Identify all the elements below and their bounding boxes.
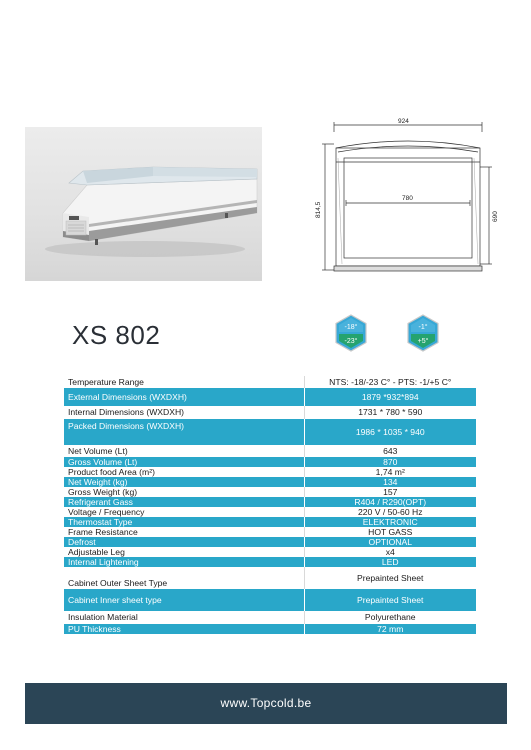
spec-value: OPTIONAL [304, 537, 476, 547]
spec-row [64, 624, 476, 634]
spec-row [64, 547, 476, 557]
spec-label: Frame Resistance [64, 527, 304, 537]
spec-label: Packed Dimensions (WXDXH) [64, 419, 304, 445]
spec-value: LED [304, 557, 476, 567]
website-link[interactable]: www.Topcold.be [220, 696, 312, 710]
spec-row [64, 589, 476, 611]
spec-label: Refrigerant Gass [64, 497, 304, 507]
spec-row [64, 567, 476, 589]
spec-row [64, 507, 476, 517]
spec-label: Gross Volume (Lt) [64, 457, 304, 467]
nts-top-temp: -18° [344, 324, 358, 331]
spec-value: 220 V / 50-60 Hz [304, 507, 476, 517]
spec-row [64, 537, 476, 547]
pts-top-temp: -1° [418, 324, 428, 331]
drawing-inner-width-label: 780 [402, 195, 413, 202]
technical-drawing [308, 118, 504, 274]
spec-label: Net Volume (Lt) [64, 445, 304, 457]
spec-row [64, 388, 476, 406]
spec-value: 1,74 m² [304, 467, 476, 477]
spec-label: Voltage / Frequency [64, 507, 304, 517]
spec-row [64, 457, 476, 467]
spec-value: 72 mm [304, 624, 476, 634]
spec-label: Adjustable Leg [64, 547, 304, 557]
spec-row [64, 445, 476, 457]
spec-row [64, 477, 476, 487]
spec-value: 1986 * 1035 * 940 [304, 419, 476, 445]
spec-label: Temperature Range [64, 376, 304, 388]
product-photo [25, 127, 262, 281]
spec-label: External Dimensions (WXDXH) [64, 388, 304, 406]
spec-value: NTS: -18/-23 C° - PTS: -1/+5 C° [304, 376, 476, 388]
spec-value: HOT GASS [304, 527, 476, 537]
spec-label: Defrost [64, 537, 304, 547]
spec-value: Prepainted Sheet [304, 589, 476, 611]
spec-label: Cabinet Outer Sheet Type [64, 567, 304, 589]
spec-row [64, 497, 476, 507]
spec-label: Internal Lightening [64, 557, 304, 567]
spec-row [64, 527, 476, 537]
spec-label: Thermostat Type [64, 517, 304, 527]
spec-row [64, 557, 476, 567]
spec-label: Net Weight (kg) [64, 477, 304, 487]
spec-label: PU Thickness [64, 624, 304, 634]
spec-value: 1731 * 780 * 590 [304, 406, 476, 419]
spec-value: 134 [304, 477, 476, 487]
drawing-inner-height-label: 690 [492, 211, 499, 222]
spec-value: 870 [304, 457, 476, 467]
spec-value: Prepainted Sheet [304, 567, 476, 589]
nts-temperature-badge [332, 314, 370, 352]
drawing-height-label: 814,5 [315, 201, 322, 218]
spec-row [64, 517, 476, 527]
spec-row [64, 419, 476, 445]
spec-value: Polyurethane [304, 611, 476, 624]
website-footer [25, 683, 507, 724]
spec-label: Insulation Material [64, 611, 304, 624]
drawing-width-label: 924 [398, 118, 409, 125]
spec-label: Product food Area (m²) [64, 467, 304, 477]
spec-value: 1879 *932*894 [304, 388, 476, 406]
spec-value: 157 [304, 487, 476, 497]
pts-bottom-temp: +5° [417, 338, 429, 345]
spec-table [64, 376, 476, 634]
spec-value: ELEKTRONIC [304, 517, 476, 527]
spec-label: Cabinet Inner sheet type [64, 589, 304, 611]
spec-label: Gross Weight (kg) [64, 487, 304, 497]
spec-value: x4 [304, 547, 476, 557]
spec-row [64, 611, 476, 624]
spec-row [64, 467, 476, 477]
product-model-title: XS 802 [72, 320, 161, 350]
spec-label: Internal Dimensions (WXDXH) [64, 406, 304, 419]
spec-row [64, 487, 476, 497]
pts-temperature-badge [404, 314, 442, 352]
spec-value: R404 / R290(OPT) [304, 497, 476, 507]
nts-bottom-temp: -23° [344, 338, 358, 345]
spec-value: 643 [304, 445, 476, 457]
spec-row [64, 406, 476, 419]
spec-row [64, 376, 476, 388]
